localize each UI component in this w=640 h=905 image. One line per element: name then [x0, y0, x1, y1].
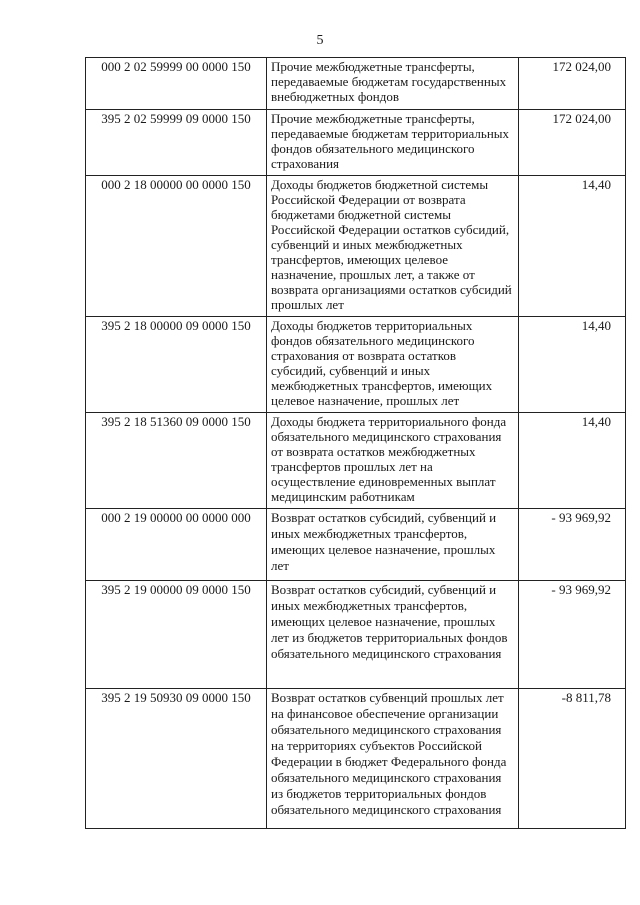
- table-row: [86, 509, 626, 581]
- budget-code-cell: 000 2 19 00000 00 0000 000: [86, 509, 267, 581]
- revenue-name-cell: Возврат остатков субсидий, субвенций и иных межбюджетных трансфертов, имеющих целевое назначение, прошлых лет из бюджетов территориальных фондов обязательного медицинского страхования: [267, 581, 519, 689]
- table-row: [86, 689, 626, 829]
- amount-cell: - 93 969,92: [519, 509, 626, 581]
- amount-cell: - 93 969,92: [519, 581, 626, 689]
- table-row: [86, 110, 626, 176]
- amount-cell: 14,40: [519, 317, 626, 413]
- revenue-name-cell: Доходы бюджетов территориальных фондов обязательного медицинского страхования от возврата остатков субсидий, субвенций и иных межбюджетных трансфертов, имеющих целевое назначение, прошлых лет: [267, 317, 519, 413]
- table-row: [86, 413, 626, 509]
- budget-code-cell: 395 2 02 59999 09 0000 150: [86, 110, 267, 176]
- budget-revenue-table: [85, 57, 626, 829]
- budget-code-cell: 395 2 18 51360 09 0000 150: [86, 413, 267, 509]
- table-row: [86, 581, 626, 689]
- budget-code-cell: 000 2 02 59999 00 0000 150: [86, 58, 267, 110]
- table-row: [86, 58, 626, 110]
- revenue-name-cell: Доходы бюджетов бюджетной системы Российской Федерации от возврата бюджетами бюджетной системы Российской Федерации остатков субсидий, субвенций и иных межбюджетных трансфертов, имеющих целевое назначение, прошлых лет, а также от возврата организациями остатков субсидий прошлых лет: [267, 176, 519, 317]
- budget-code-cell: 395 2 19 50930 09 0000 150: [86, 689, 267, 829]
- revenue-name-cell: Доходы бюджета территориального фонда обязательного медицинского страхования от возврата остатков межбюджетных трансфертов прошлых лет на осуществление единовременных выплат медицинским работникам: [267, 413, 519, 509]
- table-row: [86, 176, 626, 317]
- revenue-name-cell: Прочие межбюджетные трансферты, передаваемые бюджетам государственных внебюджетных фондов: [267, 58, 519, 110]
- budget-code-cell: 000 2 18 00000 00 0000 150: [86, 176, 267, 317]
- revenue-name-cell: Возврат остатков субвенций прошлых лет на финансовое обеспечение организации обязательного медицинского страхования на территориях субъектов Российской Федерации в бюджет Федерального фонда обязательного медицинского страхования из бюджетов территориальных фондов обязательного медицинского страхования: [267, 689, 519, 829]
- table-row: [86, 317, 626, 413]
- amount-cell: 14,40: [519, 176, 626, 317]
- amount-cell: 14,40: [519, 413, 626, 509]
- amount-cell: 172 024,00: [519, 58, 626, 110]
- page-number: 5: [316, 33, 324, 48]
- amount-cell: -8 811,78: [519, 689, 626, 829]
- budget-code-cell: 395 2 18 00000 09 0000 150: [86, 317, 267, 413]
- revenue-name-cell: Возврат остатков субсидий, субвенций и иных межбюджетных трансфертов, имеющих целевое назначение, прошлых лет: [267, 509, 519, 581]
- amount-cell: 172 024,00: [519, 110, 626, 176]
- revenue-name-cell: Прочие межбюджетные трансферты, передаваемые бюджетам территориальных фондов обязательного медицинского страхования: [267, 110, 519, 176]
- budget-code-cell: 395 2 19 00000 09 0000 150: [86, 581, 267, 689]
